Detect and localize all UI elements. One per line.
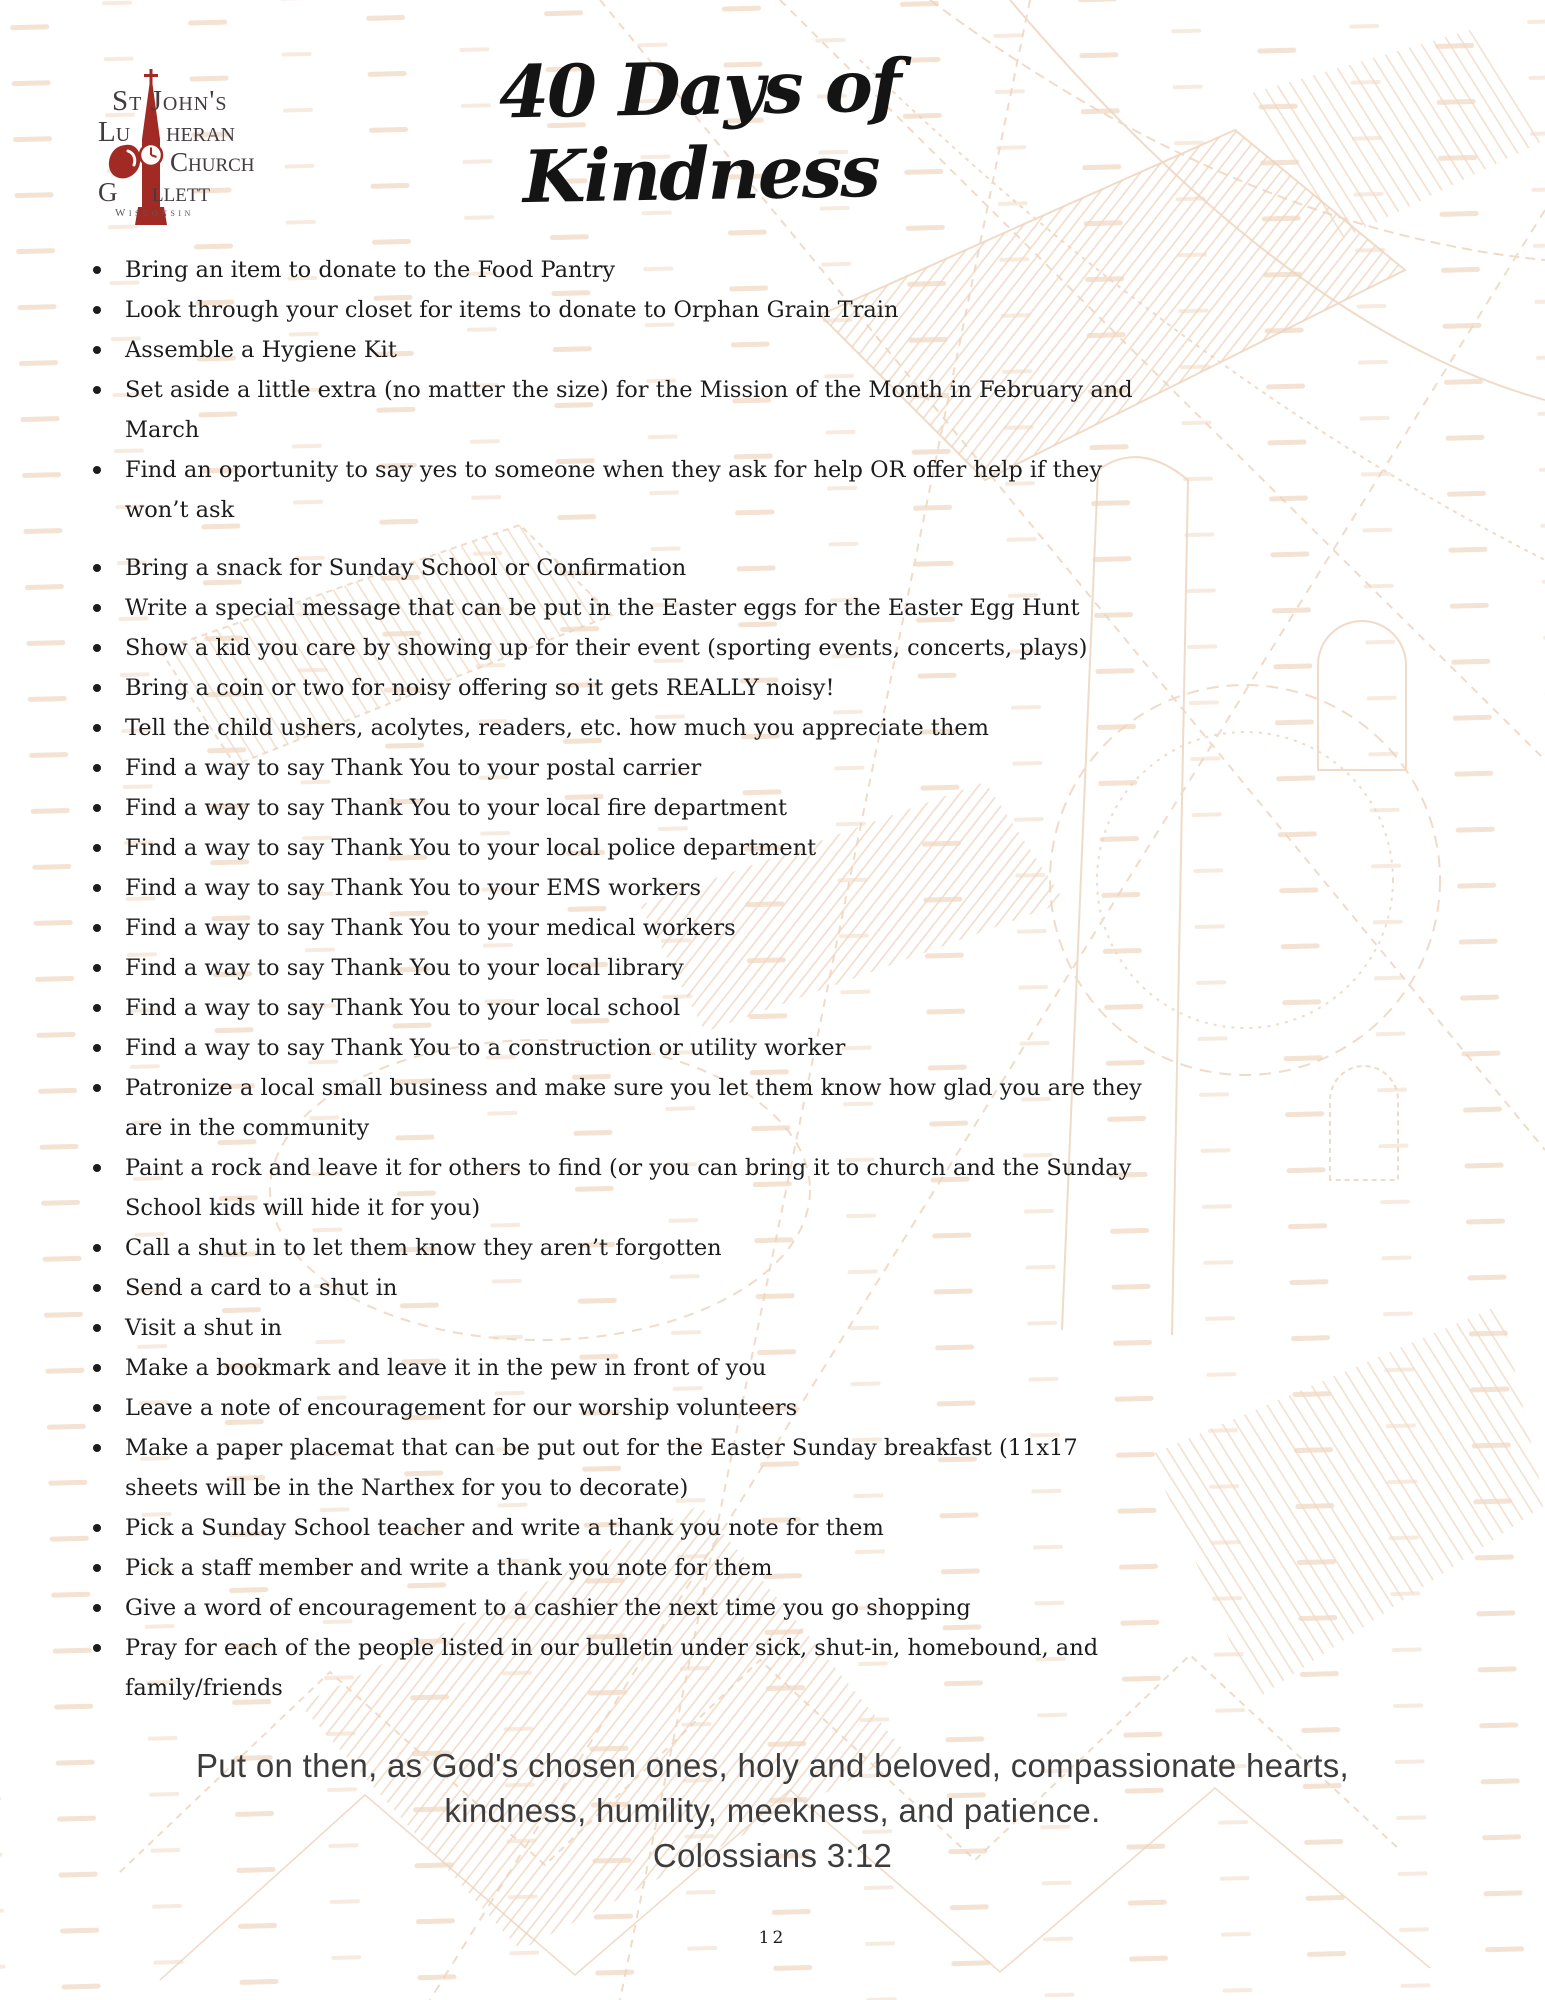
verse-line-2: kindness, humility, meekness, and patience. — [444, 1792, 1101, 1829]
logo-line-wisconsin: Wisconsin — [115, 207, 194, 219]
list-item: Find a way to say Thank You to your local fire department — [84, 788, 1156, 828]
list-item: Tell the child ushers, acolytes, readers, etc. how much you appreciate them — [84, 708, 1156, 748]
list-item: Pray for each of the people listed in our bulletin under sick, shut-in, homebound, and family/friends — [84, 1628, 1156, 1708]
list-item: Find an oportunity to say yes to someone when they ask for help OR offer help if they won’t ask — [84, 450, 1156, 530]
list-item: Make a bookmark and leave it in the pew in front of you — [84, 1348, 1156, 1388]
list-item: Patronize a local small business and make sure you let them know how glad you are they are in the community — [84, 1068, 1156, 1148]
list-item: Give a word of encouragement to a cashier the next time you go shopping — [84, 1588, 1156, 1628]
list-item: Pick a staff member and write a thank you note for them — [84, 1548, 1156, 1588]
list-item: Set aside a little extra (no matter the size) for the Mission of the Month in February and March — [84, 370, 1156, 450]
church-logo — [82, 55, 297, 225]
list-item: Visit a shut in — [84, 1308, 1156, 1348]
list-item: Call a shut in to let them know they aren’t forgotten — [84, 1228, 1156, 1268]
logo-line-gillett-left: G — [98, 177, 118, 207]
list-item: Bring a snack for Sunday School or Confirmation — [84, 548, 1156, 588]
list-item: Send a card to a shut in — [84, 1268, 1156, 1308]
logo-line-gillett-right: llett — [152, 177, 211, 207]
page-title: 40 Days of Kindness — [498, 42, 901, 220]
verse-reference: Colossians 3:12 — [652, 1837, 893, 1874]
list-item: Bring an item to donate to the Food Pantry — [84, 250, 1156, 290]
list-item: Find a way to say Thank You to your medical workers — [84, 908, 1156, 948]
page-number: 12 — [758, 1928, 787, 1948]
list-item: Find a way to say Thank You to your local library — [84, 948, 1156, 988]
list-item: Find a way to say Thank You to your local school — [84, 988, 1156, 1028]
list-item: Write a special message that can be put in the Easter eggs for the Easter Egg Hunt — [84, 588, 1156, 628]
logo-line-church: Church — [170, 147, 255, 177]
list-item: Bring a coin or two for noisy offering so it gets REALLY noisy! — [84, 668, 1156, 708]
list-item: Paint a rock and leave it for others to find (or you can bring it to church and the Sunday School kids will hide it for you) — [84, 1148, 1156, 1228]
list-item: Find a way to say Thank You to your EMS workers — [84, 868, 1156, 908]
logo-line-lutheran-left: Lu — [98, 116, 131, 148]
list-item: Find a way to say Thank You to your postal carrier — [84, 748, 1156, 788]
list-item: Assemble a Hygiene Kit — [84, 330, 1156, 370]
logo-line-lutheran-right: heran — [166, 116, 235, 148]
list-item: Show a kid you care by showing up for their event (sporting events, concerts, plays) — [84, 628, 1156, 668]
list-item: Pick a Sunday School teacher and write a thank you note for them — [84, 1508, 1156, 1548]
list-item: Leave a note of encouragement for our worship volunteers — [84, 1388, 1156, 1428]
kindness-list-group2 — [84, 548, 1156, 1708]
list-item: Make a paper placemat that can be put out for the Easter Sunday breakfast (11x17 sheets will be in the Narthex for you to decorate) — [84, 1428, 1156, 1508]
logo-line-st-johns: St John's — [112, 85, 228, 117]
kindness-list-group1 — [84, 250, 1156, 530]
bible-verse — [0, 1743, 1545, 1878]
list-item: Find a way to say Thank You to your local police department — [84, 828, 1156, 868]
verse-line-1: Put on then, as God's chosen ones, holy and beloved, compassionate hearts, — [195, 1747, 1350, 1784]
list-item: Find a way to say Thank You to a construction or utility worker — [84, 1028, 1156, 1068]
list-item: Look through your closet for items to donate to Orphan Grain Train — [84, 290, 1156, 330]
